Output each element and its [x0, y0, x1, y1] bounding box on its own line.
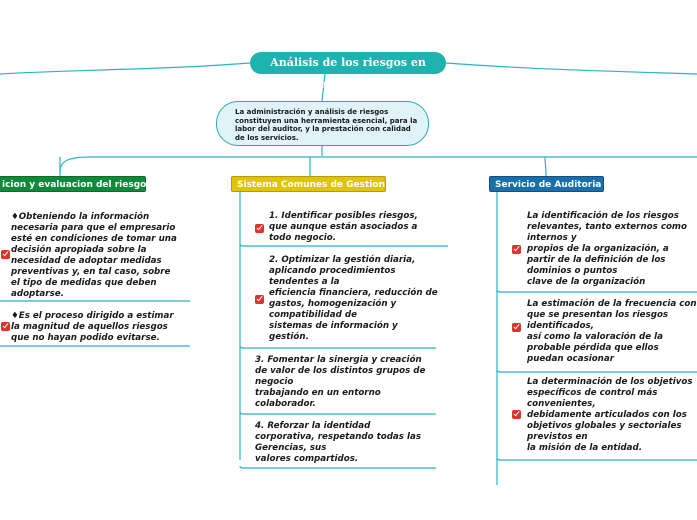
- check-icon: [512, 245, 521, 254]
- leaf-right-3[interactable]: La determinación de los objetivos específicos de control más convenientes, debidamente articulados con los objetivos globales y sectoriales previstos en la misión de la entidad.: [527, 377, 693, 453]
- leaf-mid-4[interactable]: 4. Reforzar la identidad corporativa, respetando todas las Gerencias, sus valores compartidos.: [255, 421, 421, 464]
- check-icon: [255, 295, 264, 304]
- leaf-mid-3[interactable]: 3. Fomentar la sinergia y creación de valor de los distintos grupos de negocio trabajando en un entorno colaborador.: [255, 355, 426, 409]
- root-note-text: La administración y análisis de riesgos constituyen una herramienta esencial, para la labor del auditor, y la prestación con calidad de los servicios.: [235, 108, 418, 142]
- branch-sistema-comunes[interactable]: Sistema Comunes de Gestion: [231, 176, 386, 192]
- check-icon: [1, 322, 10, 331]
- check-icon: [512, 323, 521, 332]
- branch-servicio-auditoria[interactable]: Servicio de Auditoria: [489, 176, 604, 192]
- check-icon: [1, 250, 10, 259]
- root-note: [216, 101, 429, 146]
- leaf-left-1[interactable]: ♦Obteniendo la información necesaria para que el empresario esté en condiciones de tomar una decisión apropiada sobre la necesidad de adoptar medidas preventivas y, en tal caso, sobre el tipo de medidas que deben adoptarse.: [11, 212, 177, 299]
- branch-identificacion-evaluacion[interactable]: icion y evaluacion del riesgo: [0, 176, 146, 192]
- leaf-mid-2[interactable]: 2. Optimizar la gestión diaria, aplicando procedimientos tendentes a la eficiencia financiera, reducción de gastos, homogenización y compatibilidad de sistemas de información y gestión.: [269, 255, 438, 342]
- leaf-right-1[interactable]: La identificación de los riesgos relevantes, tanto externos como internos y propios de la organización, a partir de la definición de los dominios o puntos clave de la organización: [527, 211, 687, 287]
- leaf-right-2[interactable]: La estimación de la frecuencia con que se presentan los riesgos identificados, así como la valoración de la probable pérdida que ellos puedan ocasionar: [527, 299, 697, 364]
- check-icon: [255, 224, 264, 233]
- check-icon: [512, 410, 521, 419]
- leaf-left-2[interactable]: ♦Es el proceso dirigido a estimar la magnitud de aquellos riesgos que no hayan podido evitarse.: [11, 311, 174, 343]
- root-topic[interactable]: Análisis de los riesgos en auditoria: [250, 52, 446, 74]
- leaf-mid-1[interactable]: 1. Identificar posibles riesgos, que aunque están asociados a todo negocio.: [269, 211, 418, 243]
